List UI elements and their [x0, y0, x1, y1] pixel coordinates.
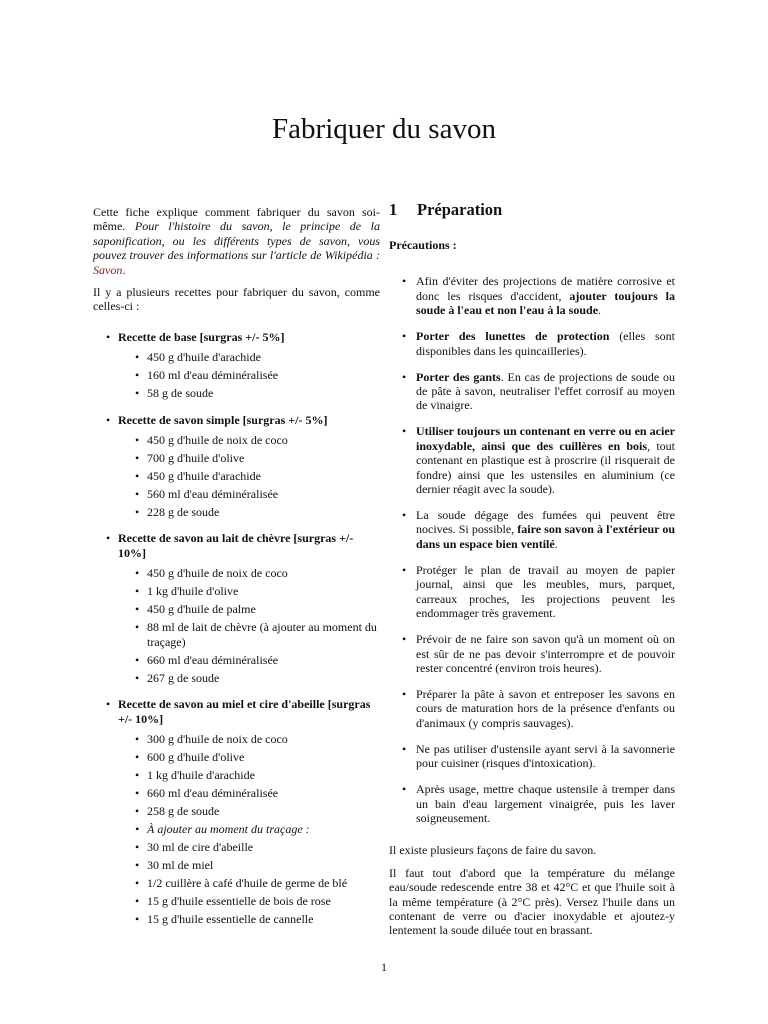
ingredient: • 58 g de soude	[133, 386, 380, 400]
precaution-item: • Utiliser toujours un contenant en verre ou en acier inoxydable, ainsi que des cuillères en bois, tout contenant en plastique est à proscrire (il risquerait de fondre) ainsi que les ustensiles en aluminium (ce dernier réagit avec la soude).	[389, 424, 675, 496]
recipe-item	[93, 413, 380, 520]
section-title: Préparation	[417, 200, 503, 219]
ingredient: • 700 g d'huile d'olive	[133, 451, 380, 465]
right-column	[389, 200, 675, 946]
ingredient: • 600 g d'huile d'olive	[133, 750, 380, 764]
temperature-paragraph: Il faut tout d'abord que la température du mélange eau/soude redescende entre 38 et 42°C et que l'huile soit à la même température (à 2°C près). Versez l'huile dans un contenant de verre ou d'acier inoxydable et ajoutez-y lentement la soude diluée tout en brassant.	[389, 865, 675, 938]
precautions-label: Précautions :	[389, 238, 457, 252]
precaution-item: • Porter des lunettes de protection (elles sont disponibles dans les quincailleries).	[389, 329, 675, 358]
intro-paragraph	[93, 205, 380, 277]
ingredient-list	[118, 350, 380, 400]
ingredient: • 1/2 cuillère à café d'huile de germe de blé	[133, 876, 380, 890]
ingredient: • 450 g d'huile de noix de coco	[133, 433, 380, 447]
intro-end: .	[122, 262, 126, 277]
precautions-list	[389, 274, 675, 825]
ingredient: • 267 g de soude	[133, 671, 380, 685]
intro-plain-text: Cette fiche explique comment fabriquer du savon soi-même.	[93, 205, 380, 234]
ingredient: • 450 g d'huile d'arachide	[133, 350, 380, 364]
ingredient: • 300 g d'huile de noix de coco	[133, 732, 380, 746]
precaution-item: • Ne pas utiliser d'ustensile ayant servi à la savonnerie pour cuisiner (risques d'intoxication).	[389, 742, 675, 771]
recipe-item	[93, 531, 380, 685]
ingredient: • 30 ml de cire d'abeille	[133, 840, 380, 854]
recipe-title: • Recette de savon simple [surgras +/- 5%]	[118, 412, 328, 427]
methods-paragraph: Il existe plusieurs façons de faire du savon.	[389, 843, 597, 858]
section-heading	[389, 200, 675, 220]
section-number: 1	[389, 200, 398, 219]
ingredient-list	[118, 732, 380, 926]
ingredient: • 450 g d'huile de noix de coco	[133, 566, 380, 580]
recipe-title: • Recette de base [surgras +/- 5%]	[118, 329, 285, 344]
ingredient: • 660 ml d'eau déminéralisée	[133, 653, 380, 667]
ingredient-list	[118, 433, 380, 519]
recipe-list	[93, 330, 380, 926]
ingredient: • 30 ml de miel	[133, 858, 380, 872]
ingredient: • 450 g d'huile d'arachide	[133, 469, 380, 483]
ingredient: • 450 g d'huile de palme	[133, 602, 380, 616]
ingredient: • 560 ml d'eau déminéralisée	[133, 487, 380, 501]
ingredient: • 160 ml d'eau déminéralisée	[133, 368, 380, 382]
recipe-title: • Recette de savon au miel et cire d'abeille [surgras +/- 10%]	[118, 697, 371, 726]
recipes-intro: Il y a plusieurs recettes pour fabriquer du savon, comme celles-ci :	[93, 285, 380, 314]
precaution-item: • Après usage, mettre chaque ustensile à tremper dans un bain d'eau largement vinaigrée, puis les laver soigneusement.	[389, 782, 675, 825]
ingredient: • 88 ml de lait de chèvre (à ajouter au moment du traçage)	[133, 620, 380, 649]
recipe-title: • Recette de savon au lait de chèvre [surgras +/- 10%]	[118, 531, 354, 560]
ingredient: • 660 ml d'eau déminéralisée	[133, 786, 380, 800]
precaution-item: • Prévoir de ne faire son savon qu'à un moment où on est sûr de ne pas devoir s'interrompre et de pouvoir rester concentré (environ trois heures).	[389, 632, 675, 675]
ingredient: • 1 kg d'huile d'arachide	[133, 768, 380, 782]
ingredient: • 15 g d'huile essentielle de cannelle	[133, 912, 380, 926]
ingredient: • 1 kg d'huile d'olive	[133, 584, 380, 598]
precaution-item: • Afin d'éviter des projections de matière corrosive et donc les risques d'accident, ajouter toujours la soude à l'eau et non l'eau à la soude.	[389, 274, 675, 317]
savon-link[interactable]: Savon	[93, 262, 123, 277]
ingredient: • 228 g de soude	[133, 505, 380, 519]
ingredient: • 258 g de soude	[133, 804, 380, 818]
ingredient-note: • À ajouter au moment du traçage :	[133, 822, 380, 836]
page-number: 1	[381, 960, 387, 974]
recipe-item	[93, 330, 380, 401]
left-column	[93, 205, 380, 938]
ingredient-list	[118, 566, 380, 685]
intro-italic-text: Pour l'histoire du savon, le principe de la saponification, ou les différents types de savon, vous pouvez trouver des informations sur l'article de Wikipédia :	[93, 219, 380, 263]
ingredient: • 15 g d'huile essentielle de bois de rose	[133, 894, 380, 908]
recipe-item	[93, 697, 380, 926]
precaution-item: • La soude dégage des fumées qui peuvent être nocives. Si possible, faire son savon à l'extérieur ou dans un espace bien ventilé.	[389, 508, 675, 551]
precaution-item: • Porter des gants. En cas de projections de soude ou de pâte à savon, neutraliser l'effet corrosif au moyen de vinaigre.	[389, 370, 675, 413]
precaution-item: • Préparer la pâte à savon et entreposer les savons en cours de maturation hors de la présence d'enfants ou d'animaux (y compris sauvages).	[389, 687, 675, 730]
precaution-item: • Protéger le plan de travail au moyen de papier journal, ainsi que les meubles, murs, parquet, carreaux proches, les projections peuvent les endommager très gravement.	[389, 563, 675, 621]
page-title: Fabriquer du savon	[272, 113, 496, 145]
